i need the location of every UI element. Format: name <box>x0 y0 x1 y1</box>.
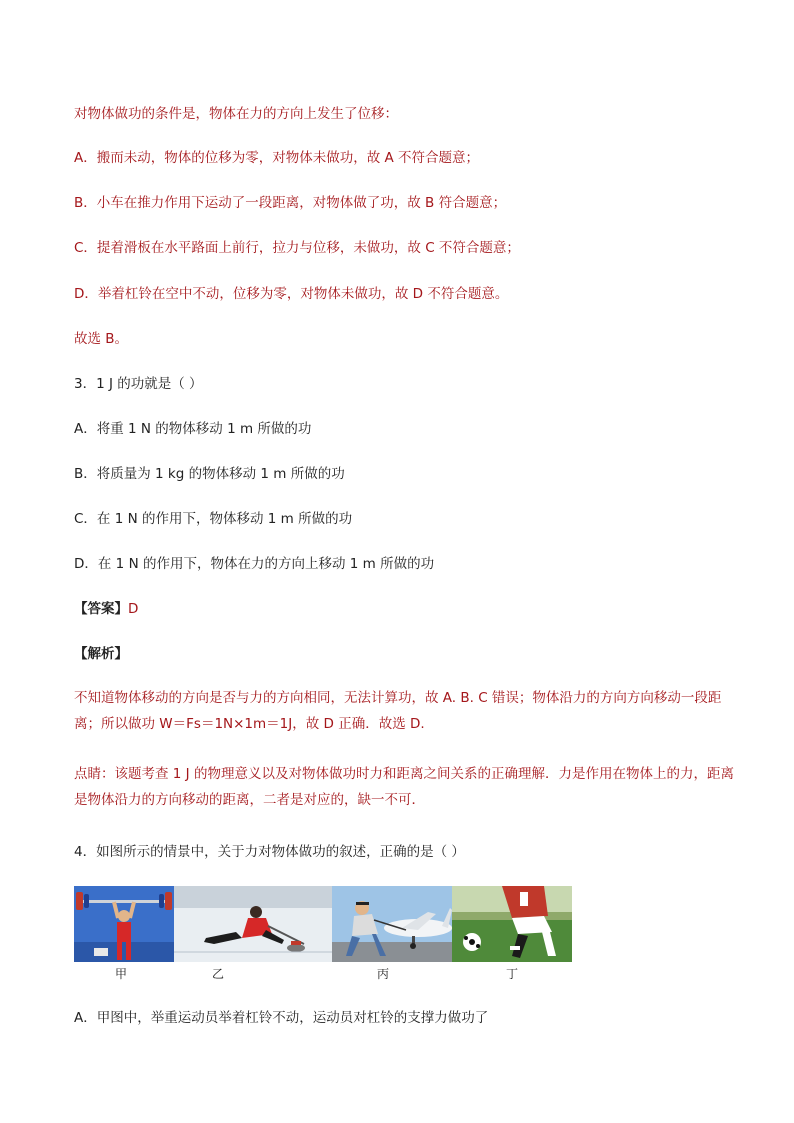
solution-choice: 故选 B。 <box>74 331 129 347</box>
analysis-label: 【解析】 <box>74 646 128 662</box>
solution-option-a: A．搬而未动，物体的位移为零，对物体未做功，故 A 不符合题意； <box>74 150 480 166</box>
solution-intro: 对物体做功的条件是，物体在力的方向上发生了位移： <box>74 106 398 122</box>
answer-label: 【答案】 <box>74 601 128 617</box>
figure-ding-soccer <box>452 886 572 962</box>
question-4-figures <box>74 886 572 962</box>
figure-captions <box>74 965 572 983</box>
question-3-stem: 3．1 J 的功就是（ ） <box>74 376 203 392</box>
question-4-stem: 4．如图所示的情景中，关于力对物体做功的叙述，正确的是（ ） <box>74 844 465 860</box>
analysis-note: 点睛：该题考查 1 J 的物理意义以及对物体做功时力和距离之间关系的正确理解．力是作用在物体上的力，距离是物体沿力的方向移动的距离，二者是对应的，缺一不可． <box>74 766 734 808</box>
caption-yi: 乙 <box>212 967 225 981</box>
question-3-option-c: C．在 1 N 的作用下，物体移动 1 m 所做的功 <box>74 511 353 527</box>
solution-option-c: C．提着滑板在水平路面上前行，拉力与位移，未做功，故 C 不符合题意； <box>74 240 520 256</box>
figure-bing-plane-pull <box>332 886 452 962</box>
question-3-option-b: B．将质量为 1 kg 的物体移动 1 m 所做的功 <box>74 466 345 482</box>
caption-jia: 甲 <box>115 967 128 981</box>
figure-yi-curling <box>174 886 332 962</box>
analysis-text: 不知道物体移动的方向是否与力的方向相同，无法计算功，故 A. B. C 错误；物体沿力的方向方向移动一段距离；所以做功 W＝Fs＝1N×1m＝1J，故 D 正确．故选 D. <box>74 690 722 732</box>
question-3-option-d: D．在 1 N 的作用下，物体在力的方向上移动 1 m 所做的功 <box>74 556 435 572</box>
caption-bing: 丙 <box>377 967 390 981</box>
caption-ding: 丁 <box>506 967 519 981</box>
solution-option-b: B．小车在推力作用下运动了一段距离，对物体做了功，故 B 符合题意； <box>74 195 507 211</box>
question-3-option-a: A．将重 1 N 的物体移动 1 m 所做的功 <box>74 421 312 437</box>
solution-option-d: D．举着杠铃在空中不动，位移为零，对物体未做功，故 D 不符合题意。 <box>74 286 509 302</box>
answer-line <box>74 599 734 619</box>
question-4-option-a: A．甲图中，举重运动员举着杠铃不动，运动员对杠铃的支撑力做功了 <box>74 1010 489 1026</box>
figure-jia-weightlifter <box>74 886 174 962</box>
answer-value: D <box>128 601 139 617</box>
